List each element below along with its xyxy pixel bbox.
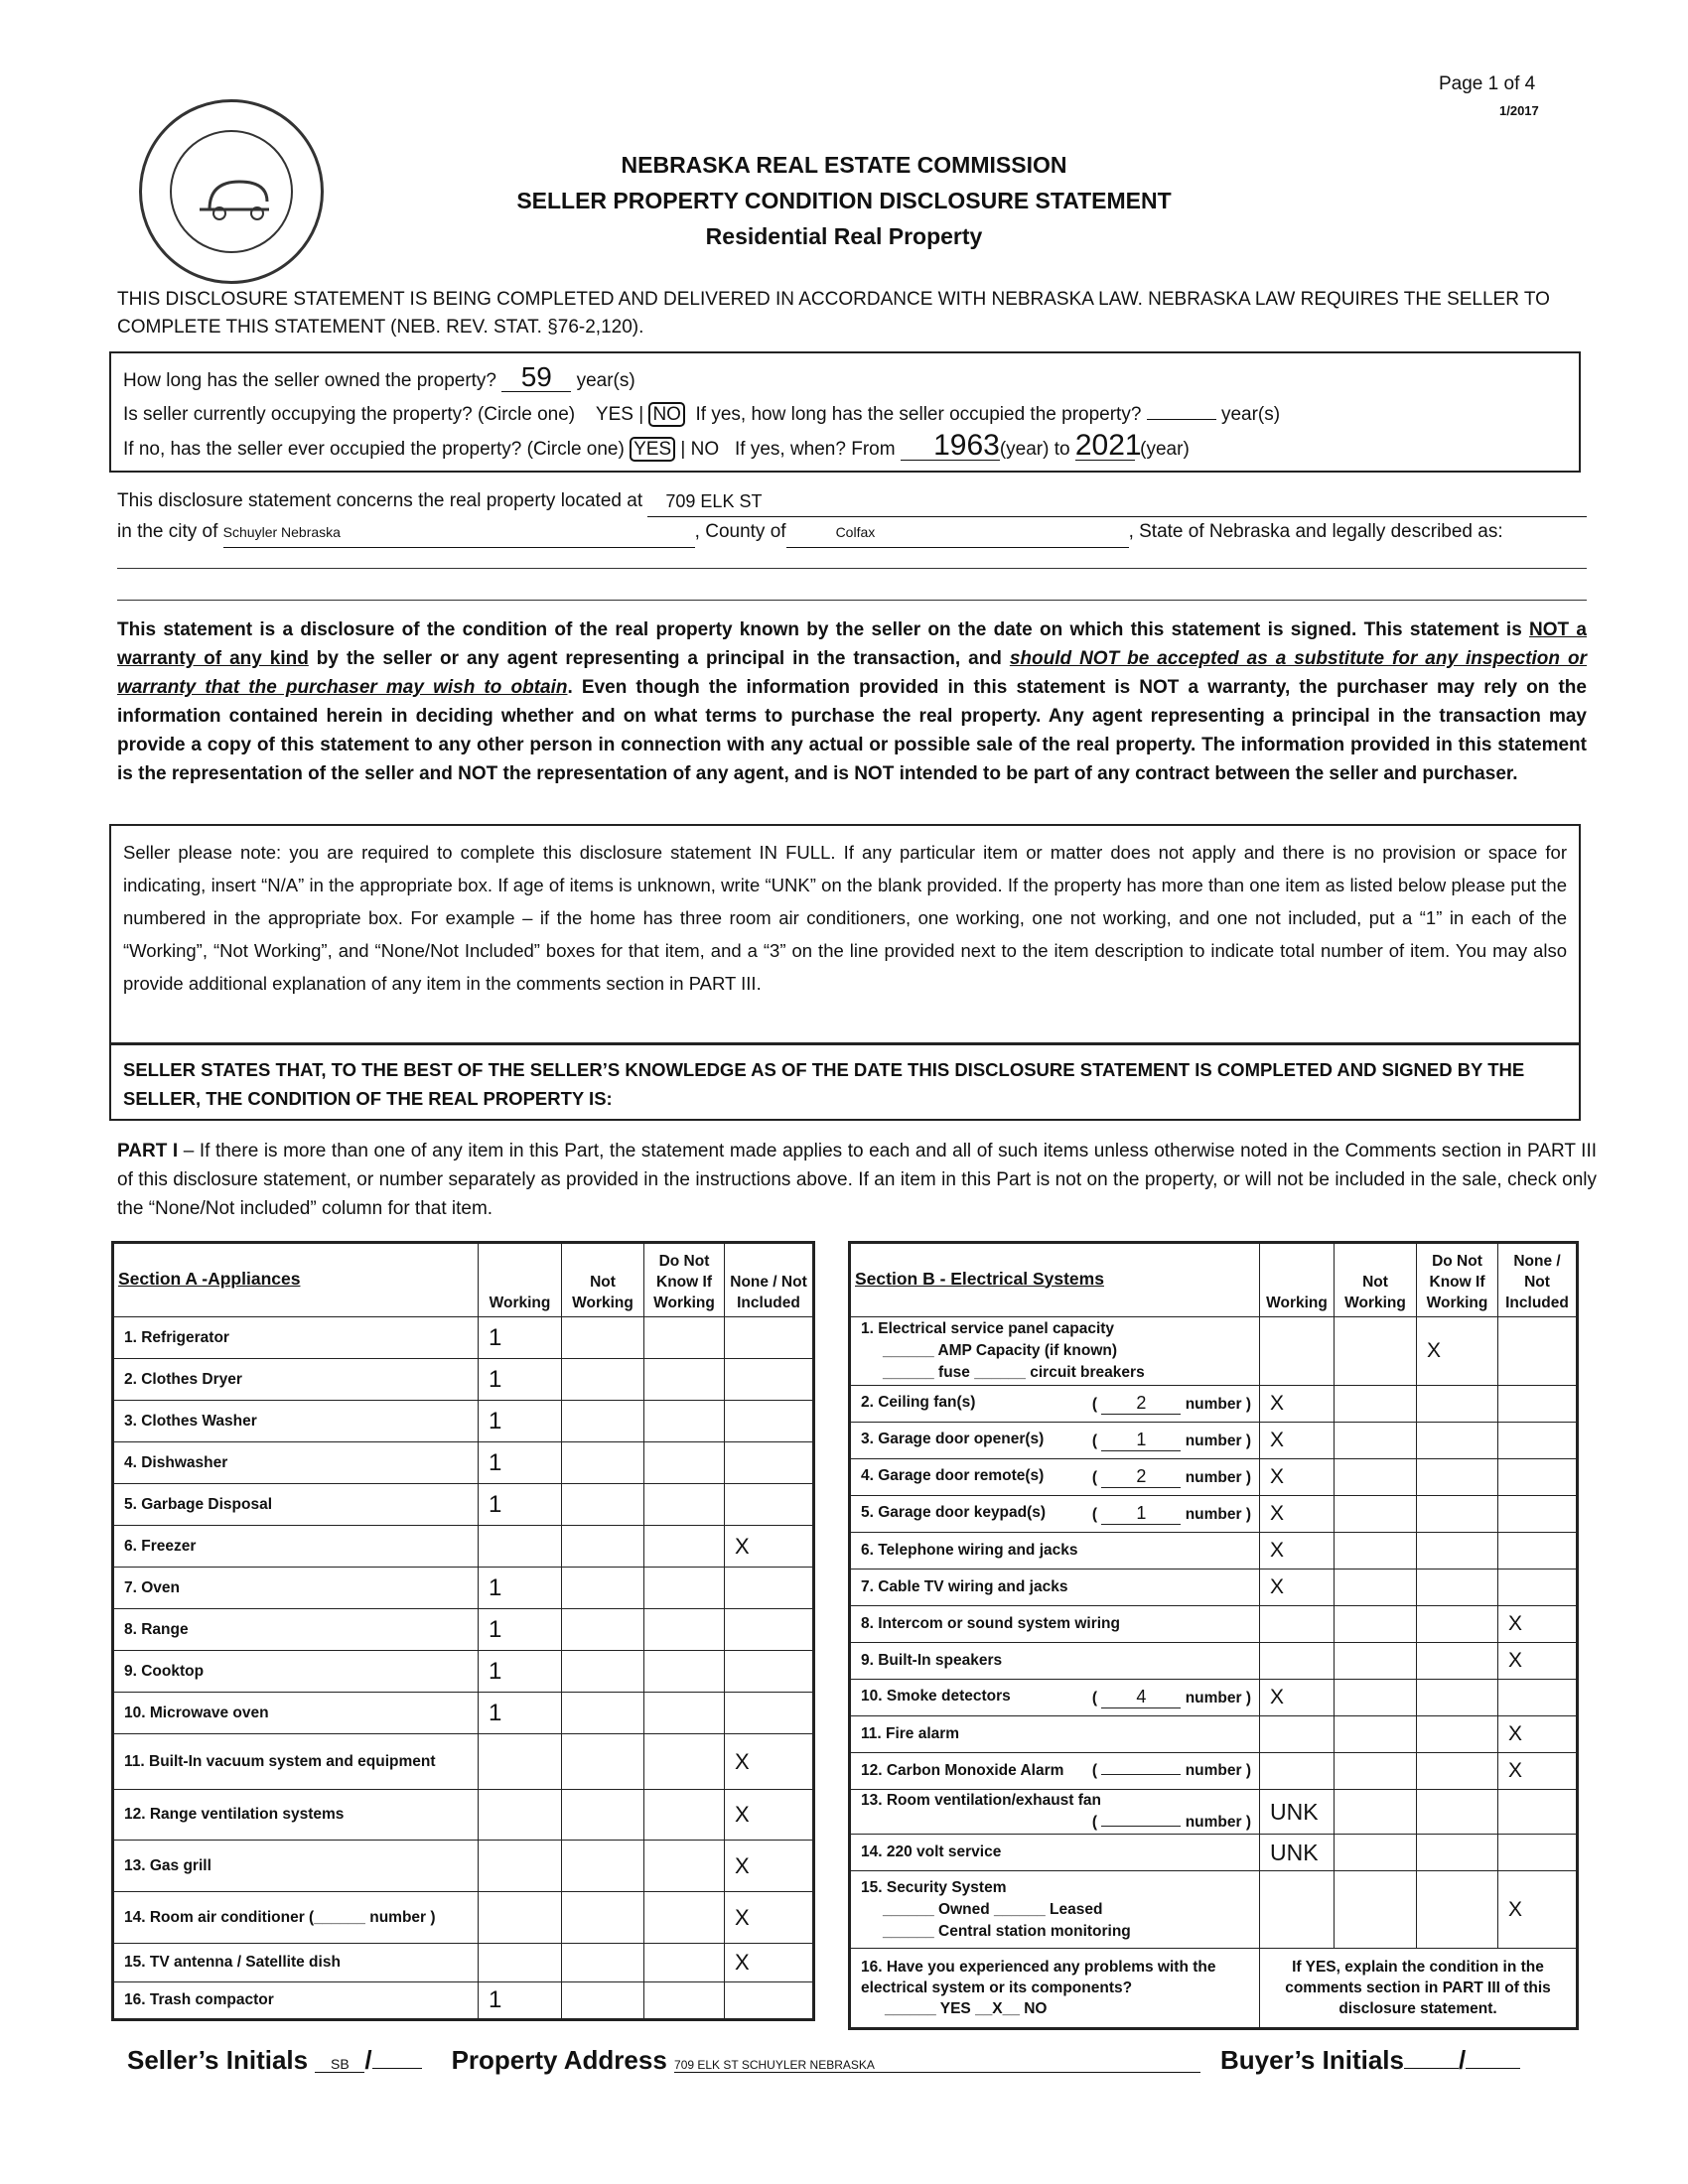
table-row [850, 1423, 1578, 1459]
mark-cell[interactable] [644, 1734, 725, 1790]
property-location [117, 486, 1587, 548]
mark-cell[interactable] [644, 1693, 725, 1734]
part-1-intro [117, 1137, 1597, 1223]
appliance-label: 4. Dishwasher [113, 1442, 479, 1484]
mark-cell[interactable] [1335, 1680, 1417, 1716]
mark-cell[interactable] [1260, 1643, 1335, 1680]
electrical-label [850, 1423, 1260, 1459]
from-year-field[interactable]: 1963 [901, 432, 1000, 461]
item-label: 14. 220 volt service [861, 1843, 1002, 1860]
appliance-label: 1. Refrigerator [113, 1317, 479, 1359]
occupying-yes[interactable]: YES [595, 404, 633, 425]
mark-cell[interactable] [1417, 1790, 1498, 1835]
electrical-label [850, 1459, 1260, 1496]
mark-cell[interactable] [725, 1317, 814, 1359]
mark-cell[interactable]: X [1417, 1317, 1498, 1386]
mark-cell[interactable] [644, 1982, 725, 2020]
q16-note: If YES, explain the condition in the comments section in PART III of this disclosure statement. [1260, 1949, 1578, 2029]
mark-cell[interactable] [644, 1442, 725, 1484]
mark-cell[interactable] [562, 1651, 644, 1693]
mark-cell[interactable] [644, 1841, 725, 1892]
mark-cell[interactable] [1335, 1871, 1417, 1949]
q16-cell [850, 1949, 1260, 2029]
mark-cell[interactable]: X [1260, 1533, 1335, 1570]
mark-cell[interactable] [725, 1359, 814, 1401]
table-row [850, 1496, 1578, 1533]
mark-cell[interactable] [725, 1609, 814, 1651]
item-sub-line: ______ AMP Capacity (if known) [883, 1342, 1118, 1359]
count-field[interactable]: 2 [1101, 1465, 1181, 1488]
number-label: number ) [1185, 1433, 1251, 1449]
mark-cell[interactable] [1335, 1386, 1417, 1423]
state-label: , State of Nebraska and legally described as: [1128, 521, 1503, 542]
table-row [113, 1982, 814, 2020]
mark-cell[interactable]: 1 [479, 1982, 562, 2020]
table-row [850, 1317, 1578, 1386]
mark-cell[interactable] [644, 1401, 725, 1442]
table-row [850, 1570, 1578, 1606]
electrical-label [850, 1496, 1260, 1533]
mark-cell[interactable]: X [725, 1944, 814, 1982]
mark-cell[interactable] [1335, 1570, 1417, 1606]
mark-cell[interactable] [1417, 1496, 1498, 1533]
mark-cell[interactable] [1260, 1317, 1335, 1386]
item-label: 7. Cable TV wiring and jacks [861, 1578, 1068, 1595]
mark-cell[interactable] [644, 1609, 725, 1651]
table-row [113, 1317, 814, 1359]
section-b-electrical-table [848, 1241, 1579, 2030]
number-label: number ) [1185, 1690, 1251, 1706]
mark-cell[interactable] [479, 1944, 562, 1982]
disclaimer-text: by the seller or any agent representing a principal in the transaction, and [308, 648, 1010, 669]
item-label: 6. Telephone wiring and jacks [861, 1542, 1078, 1559]
mark-cell[interactable]: X [725, 1526, 814, 1568]
mark-cell[interactable] [562, 1359, 644, 1401]
table-row [113, 1609, 814, 1651]
years-label: year(s) [576, 370, 635, 391]
mark-cell[interactable]: X [1498, 1606, 1578, 1643]
mark-cell[interactable] [1260, 1606, 1335, 1643]
electrical-label [850, 1835, 1260, 1871]
table-row [113, 1790, 814, 1841]
mark-cell[interactable] [1417, 1423, 1498, 1459]
mark-cell[interactable] [1417, 1386, 1498, 1423]
ever-occupied-no[interactable]: NO [690, 439, 720, 460]
mark-cell[interactable]: 1 [479, 1359, 562, 1401]
part-1-text: – If there is more than one of any item in this Part, the statement made applies to each and all of such items unless otherwise noted in the Comments section in PART III of this disclosure statement, or number separately as provided in the instructions above. If an item in this Part is not on the property, or will not be included in the sale, check only the “None/Not included” column for that item. [117, 1141, 1598, 1219]
col-not-working: Not Working [1335, 1243, 1417, 1317]
appliance-label: 8. Range [113, 1609, 479, 1651]
mark-cell[interactable]: X [1498, 1871, 1578, 1949]
table-row [850, 1871, 1578, 1949]
item-label: 11. Fire alarm [861, 1725, 960, 1742]
mark-cell[interactable] [1417, 1871, 1498, 1949]
occupancy-box: How long has the seller owned the property? 59 year(s) Is seller currently occupying the property? (Circle one) YES | NO If yes, how long has the seller occupied the property? year(s) If no, has the seller ever occupied the property? (Circle one) YES | NO If yes, when? From 1963(year) to 2021 (year) [109, 351, 1581, 473]
table-row [113, 1526, 814, 1568]
mark-cell[interactable] [1335, 1753, 1417, 1790]
electrical-label [850, 1533, 1260, 1570]
electrical-label [850, 1680, 1260, 1716]
table-row [850, 1790, 1578, 1835]
item-label: 15. Security System [861, 1878, 1007, 1896]
mark-cell[interactable] [1417, 1570, 1498, 1606]
mark-cell[interactable] [1498, 1496, 1578, 1533]
mark-cell[interactable] [644, 1568, 725, 1609]
count-field[interactable] [1101, 1826, 1181, 1827]
q16-answer[interactable]: ______ YES __X__ NO [885, 2000, 1048, 2017]
table-row [113, 1651, 814, 1693]
owned-years-field[interactable]: 59 [501, 363, 571, 392]
col-none-not-included: None / Not Included [725, 1243, 814, 1317]
mark-cell[interactable] [1335, 1533, 1417, 1570]
section-a-appliances-table [111, 1241, 815, 2021]
mark-cell[interactable] [562, 1892, 644, 1944]
legal-description-line-1[interactable] [117, 568, 1587, 569]
section-b-title: Section B - Electrical Systems [850, 1243, 1260, 1317]
mark-cell[interactable] [479, 1734, 562, 1790]
title-property-type: Residential Real Property [705, 223, 983, 249]
electrical-label [850, 1386, 1260, 1423]
mark-cell[interactable] [1335, 1317, 1417, 1386]
mark-cell[interactable] [1260, 1871, 1335, 1949]
mark-cell[interactable] [562, 1841, 644, 1892]
mark-cell[interactable] [479, 1892, 562, 1944]
mark-cell[interactable]: 1 [479, 1693, 562, 1734]
mark-cell[interactable]: X [725, 1841, 814, 1892]
table-row [113, 1841, 814, 1892]
electrical-label [850, 1716, 1260, 1753]
mark-cell[interactable]: 1 [479, 1442, 562, 1484]
mark-cell[interactable]: X [1260, 1680, 1335, 1716]
mark-cell[interactable] [562, 1317, 644, 1359]
city-label: in the city of [117, 521, 218, 542]
appliance-label: 16. Trash compactor [113, 1982, 479, 2020]
mark-cell[interactable]: X [1260, 1459, 1335, 1496]
mark-cell[interactable] [562, 1484, 644, 1526]
mark-cell[interactable] [562, 1790, 644, 1841]
mark-cell[interactable] [644, 1526, 725, 1568]
disclaimer-not-substitute: should NOT be accepted as a substitute for any inspection or warranty that the purchaser may wish to obtain [117, 648, 1587, 698]
title-statement: SELLER PROPERTY CONDITION DISCLOSURE STATEMENT [516, 188, 1172, 213]
mark-cell[interactable] [562, 1568, 644, 1609]
item-label: 12. Carbon Monoxide Alarm [861, 1762, 1064, 1779]
mark-cell[interactable] [644, 1651, 725, 1693]
col-do-not-know: Do Not Know If Working [1417, 1243, 1498, 1317]
appliance-label: 6. Freezer [113, 1526, 479, 1568]
count-group: ( 2 number ) [1091, 1466, 1251, 1486]
count-field[interactable]: 2 [1101, 1392, 1181, 1415]
table-row [850, 1459, 1578, 1496]
appliance-label: 12. Range ventilation systems [113, 1790, 479, 1841]
count-field[interactable]: 1 [1101, 1502, 1181, 1525]
electrical-label [850, 1643, 1260, 1680]
seller-states-box: SELLER STATES THAT, TO THE BEST OF THE SELLER’S KNOWLEDGE AS OF THE DATE THIS DISCLOSURE STATEMENT IS COMPLETED AND SIGNED BY THE SELLER, THE CONDITION OF THE REAL PROPERTY IS: [109, 1043, 1581, 1121]
number-label: number ) [1185, 1469, 1251, 1486]
number-label: number ) [1185, 1762, 1251, 1779]
buyer-initials-label: Buyer’s Initials [1220, 2045, 1404, 2075]
located-label: This disclosure statement concerns the real property located at [117, 490, 643, 511]
electrical-label [850, 1790, 1260, 1835]
mark-cell[interactable] [1498, 1680, 1578, 1716]
q16-question: 16. Have you experienced any problems with the electrical system or its components? [861, 1959, 1216, 1996]
appliance-label: 5. Garbage Disposal [113, 1484, 479, 1526]
mark-cell[interactable] [1417, 1716, 1498, 1753]
appliance-label: 3. Clothes Washer [113, 1401, 479, 1442]
mark-cell[interactable] [1498, 1570, 1578, 1606]
occupying-question: Is seller currently occupying the property? (Circle one) [123, 404, 576, 425]
table-row [113, 1359, 814, 1401]
mark-cell[interactable] [562, 1442, 644, 1484]
mark-cell[interactable]: X [1260, 1386, 1335, 1423]
mark-cell[interactable] [1335, 1835, 1417, 1871]
mark-cell[interactable] [562, 1401, 644, 1442]
count-field[interactable]: 4 [1101, 1686, 1181, 1708]
electrical-label [850, 1871, 1260, 1949]
count-group: ( 4 number ) [1091, 1687, 1251, 1706]
mark-cell[interactable]: X [725, 1790, 814, 1841]
table-row [850, 1643, 1578, 1680]
table-row [113, 1734, 814, 1790]
county-field[interactable]: Colfax [786, 517, 1129, 548]
mark-cell[interactable] [725, 1651, 814, 1693]
mark-cell[interactable] [562, 1944, 644, 1982]
table-row [850, 1533, 1578, 1570]
appliance-label: 9. Cooktop [113, 1651, 479, 1693]
disclaimer-text: This statement is a disclosure of the condition of the real property known by the seller on the date on which this statement is signed. This statement is [117, 619, 1530, 640]
table-row [850, 1716, 1578, 1753]
ever-occupied-yes-circled[interactable]: YES [630, 437, 675, 462]
mark-cell[interactable]: X [1498, 1643, 1578, 1680]
mark-cell[interactable] [1498, 1790, 1578, 1835]
mark-cell[interactable] [725, 1484, 814, 1526]
mark-cell[interactable]: X [725, 1892, 814, 1944]
table-row [113, 1484, 814, 1526]
city-field[interactable]: Schuyler Nebraska [223, 517, 695, 548]
electrical-label [850, 1753, 1260, 1790]
form-title [0, 147, 1688, 254]
occupied-howlong-question: If yes, how long has the seller occupied the property? [695, 404, 1142, 425]
col-working: Working [479, 1243, 562, 1317]
item-label: 9. Built-In speakers [861, 1652, 1003, 1669]
table-row [113, 1892, 814, 1944]
mark-cell[interactable]: X [1260, 1496, 1335, 1533]
seller-initials-label: Seller’s Initials [127, 2045, 309, 2075]
number-label: number ) [1185, 1814, 1251, 1831]
appliance-label: 15. TV antenna / Satellite dish [113, 1944, 479, 1982]
mark-cell[interactable] [1498, 1533, 1578, 1570]
mark-cell[interactable] [1417, 1606, 1498, 1643]
mark-cell[interactable]: UNK [1260, 1790, 1335, 1835]
item-label: 4. Garage door remote(s) [861, 1467, 1045, 1484]
mark-cell[interactable] [562, 1982, 644, 2020]
item-label: 1. Electrical service panel capacity [861, 1320, 1115, 1337]
count-field[interactable]: 1 [1101, 1429, 1181, 1451]
table-row [113, 1693, 814, 1734]
ever-occupied-question: If no, has the seller ever occupied the property? (Circle one) [123, 439, 625, 460]
appliance-label: 14. Room air conditioner (______ number ) [113, 1892, 479, 1944]
mark-cell[interactable] [1498, 1459, 1578, 1496]
count-group: ( number ) [1091, 1762, 1251, 1779]
mark-cell[interactable]: 1 [479, 1317, 562, 1359]
mark-cell[interactable] [1417, 1533, 1498, 1570]
mark-cell[interactable] [1498, 1386, 1578, 1423]
item-label: 8. Intercom or sound system wiring [861, 1615, 1120, 1632]
mark-cell[interactable] [644, 1790, 725, 1841]
count-group: ( number ) [1091, 1814, 1251, 1831]
section-a-title: Section A -Appliances [113, 1243, 479, 1317]
col-do-not-know: Do Not Know If Working [644, 1243, 725, 1317]
mark-cell[interactable] [562, 1526, 644, 1568]
table-row [850, 1753, 1578, 1790]
electrical-label [850, 1317, 1260, 1386]
appliance-label: 10. Microwave oven [113, 1693, 479, 1734]
mark-cell[interactable] [479, 1790, 562, 1841]
count-field[interactable] [1101, 1774, 1181, 1775]
mark-cell[interactable]: 1 [479, 1401, 562, 1442]
item-sub-line: ______ Central station monitoring [883, 1922, 1131, 1940]
mark-cell[interactable] [1260, 1716, 1335, 1753]
table-row [850, 1680, 1578, 1716]
seller-note-box: Seller please note: you are required to complete this disclosure statement IN FULL. If any particular item or matter does not apply and there is no provision or space for indicating, insert “N/A” in the appropriate box. If age of items is unknown, write “UNK” on the blank provided. If the property has more than one item as listed below please put the numbered in the appropriate box. For example – if the home has three room air conditioners, one working, one not working, and one not included, put a “1” in each of the “Working”, “Not Working”, and “None/Not Included” boxes for that item, and a “3” on the line provided next to the item description to indicate total number of item. You may also provide additional explanation of any item in the comments section in PART III. [109, 824, 1581, 1044]
mark-cell[interactable] [562, 1609, 644, 1651]
mark-cell[interactable] [1335, 1496, 1417, 1533]
years-label: year(s) [1220, 404, 1281, 425]
col-not-working: Not Working [562, 1243, 644, 1317]
buyer-initials-field[interactable] [1404, 2068, 1459, 2069]
mark-cell[interactable]: 1 [479, 1609, 562, 1651]
mark-cell[interactable] [562, 1734, 644, 1790]
title-commission: NEBRASKA REAL ESTATE COMMISSION [621, 152, 1067, 178]
table-row [113, 1401, 814, 1442]
count-group: ( 2 number ) [1091, 1393, 1251, 1413]
number-label: number ) [1185, 1396, 1251, 1413]
mark-cell[interactable] [1417, 1753, 1498, 1790]
mark-cell[interactable] [1335, 1716, 1417, 1753]
mark-cell[interactable]: X [725, 1734, 814, 1790]
mark-cell[interactable] [644, 1892, 725, 1944]
mark-cell[interactable]: X [1260, 1423, 1335, 1459]
appliance-label: 7. Oven [113, 1568, 479, 1609]
mark-cell[interactable] [725, 1982, 814, 2020]
mark-cell[interactable] [1335, 1459, 1417, 1496]
appliance-label: 13. Gas grill [113, 1841, 479, 1892]
mark-cell[interactable] [725, 1568, 814, 1609]
mark-cell[interactable]: 1 [479, 1651, 562, 1693]
disclaimer-text: . Even though the information provided in this statement is NOT a warranty, the purchaser may rely on the information contained herein in deciding whether and on what terms to purchase the real property. Any agent representing a principal in the transaction may provide a copy of this statement to any other person in connection with any actual or possible sale of the real property. The information provided in this statement is the representation of the seller and NOT the representation of any agent, and is NOT intended to be part of any contract between the seller and purchaser. [117, 677, 1587, 784]
table-row [850, 1606, 1578, 1643]
year-label: (year) [1140, 439, 1190, 460]
disclaimer-not-warranty: NOT a warranty of any kind [117, 619, 1587, 669]
occupying-no-circled[interactable]: NO [648, 402, 685, 427]
mark-cell[interactable] [1335, 1606, 1417, 1643]
table-row [113, 1568, 814, 1609]
item-label: 5. Garage door keypad(s) [861, 1504, 1047, 1521]
mark-cell[interactable] [1417, 1835, 1498, 1871]
mark-cell[interactable]: X [1260, 1570, 1335, 1606]
mark-cell[interactable] [725, 1401, 814, 1442]
mark-cell[interactable] [1498, 1423, 1578, 1459]
mark-cell[interactable] [1417, 1459, 1498, 1496]
mark-cell[interactable] [725, 1442, 814, 1484]
mark-cell[interactable] [1260, 1753, 1335, 1790]
seller-initials-field[interactable]: SB [315, 2056, 364, 2073]
page-number: Page 1 of 4 [1439, 73, 1536, 94]
appliance-label: 2. Clothes Dryer [113, 1359, 479, 1401]
table-row [113, 1442, 814, 1484]
mark-cell[interactable] [479, 1526, 562, 1568]
disclaimer-paragraph [117, 615, 1587, 788]
property-address-field[interactable]: 709 ELK ST SCHUYLER NEBRASKA [674, 2058, 1200, 2073]
property-address-label: Property Address [451, 2045, 667, 2075]
when-label: If yes, when? From [734, 439, 896, 460]
to-year-field[interactable]: 2021 [1074, 429, 1142, 462]
mark-cell[interactable] [644, 1944, 725, 1982]
to-label: to [1054, 439, 1070, 460]
mark-cell[interactable] [1498, 1835, 1578, 1871]
owned-question: How long has the seller owned the property? [123, 370, 497, 391]
footer: Seller’s Initials SB / Property Address 709 ELK ST SCHUYLER NEBRASKA Buyer’s Initials / [127, 2045, 1577, 2076]
mark-cell[interactable] [644, 1359, 725, 1401]
intro-text: THIS DISCLOSURE STATEMENT IS BEING COMPLETED AND DELIVERED IN ACCORDANCE WITH NEBRASKA LAW. NEBRASKA LAW REQUIRES THE SELLER TO COMPLETE THIS STATEMENT (NEB. REV. STAT. §76-2,120). [117, 289, 1550, 338]
electrical-label [850, 1606, 1260, 1643]
col-working: Working [1260, 1243, 1335, 1317]
mark-cell[interactable] [1335, 1643, 1417, 1680]
count-group: ( 1 number ) [1091, 1503, 1251, 1523]
mark-cell[interactable]: 1 [479, 1484, 562, 1526]
mark-cell[interactable] [725, 1693, 814, 1734]
item-sub-line: ______ fuse ______ circuit breakers [883, 1364, 1145, 1381]
mark-cell[interactable] [1417, 1643, 1498, 1680]
item-sub-line: ______ Owned ______ Leased [883, 1900, 1103, 1918]
item-label: 13. Room ventilation/exhaust fan [861, 1792, 1102, 1809]
table-row [850, 1386, 1578, 1423]
address-field[interactable]: 709 ELK ST [647, 486, 1587, 517]
mark-cell[interactable] [1417, 1680, 1498, 1716]
mark-cell[interactable]: 1 [479, 1568, 562, 1609]
mark-cell[interactable] [644, 1484, 725, 1526]
mark-cell[interactable] [562, 1693, 644, 1734]
table-row [850, 1835, 1578, 1871]
mark-cell[interactable] [479, 1841, 562, 1892]
table-row [113, 1944, 814, 1982]
occupied-years-field[interactable] [1147, 419, 1216, 420]
appliance-label: 11. Built-In vacuum system and equipment [113, 1734, 479, 1790]
year-label: (year) [999, 439, 1050, 460]
col-none-not-included: None / Not Included [1498, 1243, 1578, 1317]
buyer-initials-field-2[interactable] [1466, 2068, 1520, 2069]
electrical-label [850, 1570, 1260, 1606]
mark-cell[interactable] [1335, 1423, 1417, 1459]
mark-cell[interactable]: X [1498, 1753, 1578, 1790]
legal-description-line-2[interactable] [117, 600, 1587, 601]
count-group: ( 1 number ) [1091, 1430, 1251, 1449]
mark-cell[interactable]: UNK [1260, 1835, 1335, 1871]
item-label: 2. Ceiling fan(s) [861, 1394, 976, 1411]
mark-cell[interactable] [1335, 1790, 1417, 1835]
part-1-label: PART I [117, 1141, 179, 1161]
form-revision: 1/2017 [1499, 103, 1539, 118]
seller-initials-field-2[interactable] [372, 2068, 422, 2069]
mark-cell[interactable] [1498, 1317, 1578, 1386]
mark-cell[interactable]: X [1498, 1716, 1578, 1753]
item-label: 3. Garage door opener(s) [861, 1431, 1045, 1447]
number-label: number ) [1185, 1506, 1251, 1523]
mark-cell[interactable] [644, 1317, 725, 1359]
item-label: 10. Smoke detectors [861, 1688, 1011, 1705]
county-label: , County of [694, 521, 786, 542]
